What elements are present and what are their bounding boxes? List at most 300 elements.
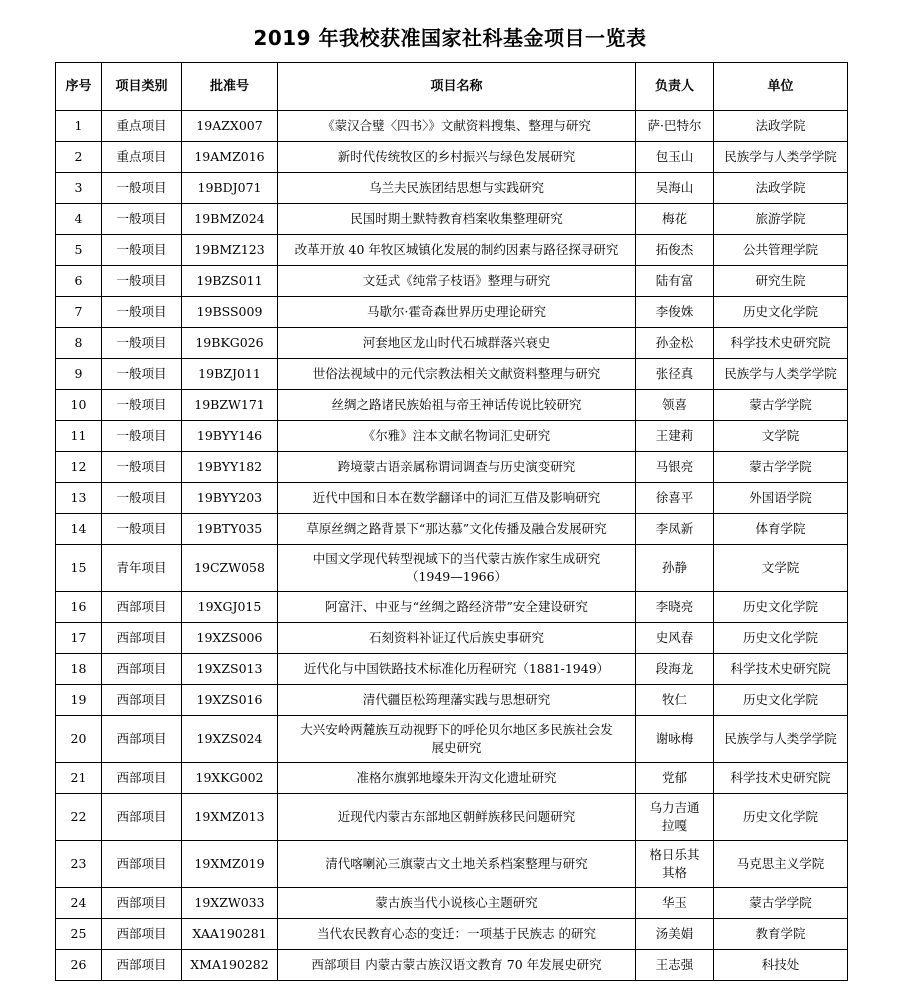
cell-category xyxy=(102,328,182,359)
cell-code-text: 19BSS009 xyxy=(196,304,263,319)
cell-code-text: 19BMZ024 xyxy=(194,211,265,226)
cell-category xyxy=(102,483,182,514)
header-name: 项目名称 xyxy=(278,63,636,111)
cell-leader xyxy=(636,716,714,763)
table-row xyxy=(56,763,848,794)
cell-leader xyxy=(636,545,714,592)
cell-no-text: 17 xyxy=(70,630,87,645)
cell-unit xyxy=(714,685,848,716)
table-row xyxy=(56,452,848,483)
cell-leader-text: 张径真 xyxy=(655,366,694,381)
cell-leader xyxy=(636,654,714,685)
cell-code xyxy=(182,888,278,919)
table-row xyxy=(56,421,848,452)
cell-leader-text: 萨·巴特尔 xyxy=(647,118,702,133)
cell-unit xyxy=(714,763,848,794)
cell-category-text: 西部项目 xyxy=(116,770,167,785)
cell-unit-text: 旅游学院 xyxy=(755,211,806,226)
cell-project-name-text: 清代喀喇沁三旗蒙古文土地关系档案整理与研究 xyxy=(325,856,588,871)
cell-category xyxy=(102,919,182,950)
cell-code xyxy=(182,545,278,592)
cell-unit-text: 历史文化学院 xyxy=(742,809,818,824)
cell-leader-text: 吴海山 xyxy=(655,180,694,195)
cell-unit xyxy=(714,654,848,685)
cell-category-text: 一般项目 xyxy=(116,335,167,350)
cell-leader-text: 王志强 xyxy=(655,957,694,972)
cell-no-text: 12 xyxy=(70,459,87,474)
cell-unit xyxy=(714,545,848,592)
cell-project-name-text: 《尔雅》注本文献名物词汇史研究 xyxy=(362,428,551,443)
header-leader: 负责人 xyxy=(636,63,714,111)
cell-code xyxy=(182,919,278,950)
cell-no-text: 6 xyxy=(74,273,83,288)
table-row xyxy=(56,390,848,421)
cell-project-name-text: 《蒙汉合璧〈四书〉》文献资料搜集、整理与研究 xyxy=(322,118,591,133)
cell-category xyxy=(102,623,182,654)
cell-code xyxy=(182,390,278,421)
cell-project-name xyxy=(278,888,636,919)
cell-leader-text: 乌力吉通 xyxy=(649,800,700,815)
cell-no xyxy=(56,266,102,297)
cell-code xyxy=(182,328,278,359)
cell-category-text: 一般项目 xyxy=(116,211,167,226)
cell-category xyxy=(102,950,182,981)
cell-project-name xyxy=(278,142,636,173)
cell-code-text: 19BZS011 xyxy=(196,273,263,288)
cell-code xyxy=(182,359,278,390)
cell-unit-text: 科学技术史研究院 xyxy=(730,770,831,785)
cell-code-text: 19BZW171 xyxy=(194,397,265,412)
cell-project-name xyxy=(278,794,636,841)
cell-unit-text: 文学院 xyxy=(761,428,800,443)
cell-leader xyxy=(636,328,714,359)
cell-category xyxy=(102,204,182,235)
cell-code-text: 19BMZ123 xyxy=(194,242,265,257)
cell-leader xyxy=(636,452,714,483)
cell-project-name xyxy=(278,297,636,328)
cell-category xyxy=(102,266,182,297)
cell-project-name-text-line2: （1949—1966） xyxy=(405,569,508,584)
cell-code xyxy=(182,452,278,483)
cell-category-text: 西部项目 xyxy=(116,731,167,746)
cell-category-text: 一般项目 xyxy=(116,273,167,288)
cell-no xyxy=(56,328,102,359)
cell-project-name xyxy=(278,421,636,452)
cell-code-text: 19BYY203 xyxy=(196,490,263,505)
cell-no xyxy=(56,390,102,421)
cell-unit-text: 民族学与人类学学院 xyxy=(724,149,837,164)
cell-category xyxy=(102,142,182,173)
cell-unit xyxy=(714,841,848,888)
cell-code xyxy=(182,235,278,266)
cell-no xyxy=(56,623,102,654)
cell-no-text: 24 xyxy=(70,895,87,910)
cell-category xyxy=(102,390,182,421)
cell-leader-text: 孙金松 xyxy=(655,335,694,350)
cell-unit-text: 蒙古学学院 xyxy=(749,397,812,412)
cell-category-text: 青年项目 xyxy=(116,560,167,575)
cell-category-text: 西部项目 xyxy=(116,692,167,707)
table-row xyxy=(56,888,848,919)
cell-leader-text: 谢咏梅 xyxy=(655,731,694,746)
cell-no-text: 20 xyxy=(70,731,87,746)
cell-category-text: 西部项目 xyxy=(116,957,167,972)
cell-project-name-text: 西部项目 内蒙古蒙古族汉语文教育 70 年发展史研究 xyxy=(311,957,602,972)
table-row xyxy=(56,514,848,545)
cell-category-text: 西部项目 xyxy=(116,661,167,676)
cell-project-name-text: 丝绸之路诸民族始祖与帝王神话传说比较研究 xyxy=(331,397,582,412)
cell-unit-text: 民族学与人类学学院 xyxy=(724,366,837,381)
cell-project-name xyxy=(278,452,636,483)
cell-unit xyxy=(714,173,848,204)
cell-category xyxy=(102,514,182,545)
cell-project-name-text: 近代中国和日本在数学翻译中的词汇互借及影响研究 xyxy=(312,490,601,505)
cell-code-text: 19BDJ071 xyxy=(197,180,262,195)
cell-category-text: 一般项目 xyxy=(116,366,167,381)
cell-project-name xyxy=(278,919,636,950)
cell-project-name-text-line2: 展史研究 xyxy=(431,740,482,755)
cell-leader xyxy=(636,483,714,514)
cell-code xyxy=(182,142,278,173)
table-row xyxy=(56,919,848,950)
table-row xyxy=(56,483,848,514)
cell-leader-text: 汤美娟 xyxy=(655,926,694,941)
cell-leader xyxy=(636,297,714,328)
cell-leader-text-line2: 其格 xyxy=(661,865,687,880)
cell-unit xyxy=(714,111,848,142)
cell-no-text: 13 xyxy=(70,490,87,505)
cell-unit-text: 外国语学院 xyxy=(749,490,812,505)
cell-code xyxy=(182,623,278,654)
cell-project-name-text: 文廷式《纯常子枝语》整理与研究 xyxy=(362,273,551,288)
cell-project-name xyxy=(278,390,636,421)
cell-no xyxy=(56,654,102,685)
cell-no xyxy=(56,592,102,623)
table-row xyxy=(56,359,848,390)
cell-project-name-text: 蒙古族当代小说核心主题研究 xyxy=(375,895,538,910)
cell-code-text: 19XMZ013 xyxy=(194,809,265,824)
cell-leader-text: 段海龙 xyxy=(655,661,694,676)
cell-leader xyxy=(636,204,714,235)
cell-unit-text: 公共管理学院 xyxy=(742,242,818,257)
cell-unit xyxy=(714,421,848,452)
cell-unit-text: 研究生院 xyxy=(755,273,806,288)
cell-leader xyxy=(636,841,714,888)
cell-project-name xyxy=(278,483,636,514)
cell-leader-text: 李晓亮 xyxy=(655,599,694,614)
cell-project-name xyxy=(278,235,636,266)
cell-code xyxy=(182,173,278,204)
cell-code xyxy=(182,111,278,142)
cell-category xyxy=(102,173,182,204)
cell-category xyxy=(102,111,182,142)
cell-category-text: 一般项目 xyxy=(116,459,167,474)
cell-no-text: 3 xyxy=(74,180,83,195)
cell-leader-text: 包玉山 xyxy=(655,149,694,164)
cell-project-name xyxy=(278,654,636,685)
cell-leader-text: 牧仁 xyxy=(661,692,687,707)
cell-no-text: 23 xyxy=(70,856,87,871)
cell-category xyxy=(102,763,182,794)
cell-category-text: 重点项目 xyxy=(116,149,167,164)
cell-unit xyxy=(714,266,848,297)
table-row xyxy=(56,685,848,716)
cell-no-text: 18 xyxy=(70,661,87,676)
cell-leader xyxy=(636,888,714,919)
cell-no xyxy=(56,359,102,390)
table-row xyxy=(56,111,848,142)
cell-category-text: 一般项目 xyxy=(116,490,167,505)
table-row xyxy=(56,794,848,841)
cell-no xyxy=(56,716,102,763)
cell-leader xyxy=(636,685,714,716)
cell-no xyxy=(56,950,102,981)
cell-project-name-text: 新时代传统牧区的乡村振兴与绿色发展研究 xyxy=(337,149,576,164)
cell-unit-text: 历史文化学院 xyxy=(742,304,818,319)
cell-code-text: 19BZJ011 xyxy=(198,366,261,381)
cell-project-name xyxy=(278,173,636,204)
cell-code-text: 19XZS016 xyxy=(196,692,263,707)
cell-code xyxy=(182,297,278,328)
cell-unit xyxy=(714,204,848,235)
cell-leader-text: 李凤新 xyxy=(655,521,694,536)
cell-leader xyxy=(636,514,714,545)
cell-code-text: 19XZW033 xyxy=(194,895,265,910)
header-code: 批准号 xyxy=(182,63,278,111)
cell-unit-text: 文学院 xyxy=(761,560,800,575)
cell-code xyxy=(182,950,278,981)
cell-project-name xyxy=(278,716,636,763)
cell-code-text: 19BTY035 xyxy=(196,521,263,536)
cell-project-name-text: 跨境蒙古语亲属称谓词调查与历史演变研究 xyxy=(337,459,576,474)
cell-leader-text: 徐喜平 xyxy=(655,490,694,505)
cell-project-name-text: 民国时期土默特教育档案收集整理研究 xyxy=(350,211,563,226)
cell-leader xyxy=(636,592,714,623)
cell-code xyxy=(182,421,278,452)
cell-category-text: 一般项目 xyxy=(116,521,167,536)
cell-project-name-text: 中国文学现代转型视域下的当代蒙古族作家生成研究 xyxy=(312,551,601,566)
cell-code xyxy=(182,266,278,297)
cell-unit-text: 马克思主义学院 xyxy=(736,856,825,871)
cell-leader-text-line2: 拉嘎 xyxy=(661,818,687,833)
cell-code-text: 19XMZ019 xyxy=(194,856,265,871)
cell-project-name xyxy=(278,950,636,981)
cell-no xyxy=(56,483,102,514)
cell-code xyxy=(182,763,278,794)
cell-project-name-text: 世俗法视域中的元代宗教法相关文献资料整理与研究 xyxy=(312,366,601,381)
cell-leader xyxy=(636,235,714,266)
header-unit: 单位 xyxy=(714,63,848,111)
table-row xyxy=(56,266,848,297)
cell-leader-text: 领喜 xyxy=(661,397,687,412)
cell-code-text: 19CZW058 xyxy=(194,560,265,575)
cell-no xyxy=(56,888,102,919)
cell-project-name-text: 石刻资料补证辽代后族史事研究 xyxy=(368,630,544,645)
cell-category xyxy=(102,359,182,390)
cell-project-name-text: 草原丝绸之路背景下“那达慕”文化传播及融合发展研究 xyxy=(306,521,607,536)
cell-category xyxy=(102,235,182,266)
cell-code-text: 19BYY182 xyxy=(196,459,263,474)
cell-category-text: 西部项目 xyxy=(116,895,167,910)
cell-project-name-text: 阿富汗、中亚与“丝绸之路经济带”安全建设研究 xyxy=(325,599,588,614)
cell-no-text: 15 xyxy=(70,560,87,575)
cell-no xyxy=(56,142,102,173)
cell-project-name-text: 河套地区龙山时代石城群落兴衰史 xyxy=(362,335,551,350)
cell-unit xyxy=(714,950,848,981)
cell-no-text: 1 xyxy=(74,118,83,133)
header-no: 序号 xyxy=(56,63,102,111)
table-row xyxy=(56,623,848,654)
cell-unit-text: 体育学院 xyxy=(755,521,806,536)
cell-category xyxy=(102,421,182,452)
cell-code xyxy=(182,483,278,514)
cell-category-text: 西部项目 xyxy=(116,856,167,871)
cell-no xyxy=(56,204,102,235)
cell-code-text: 19XZS006 xyxy=(196,630,263,645)
cell-no-text: 22 xyxy=(70,809,87,824)
header-category: 项目类别 xyxy=(102,63,182,111)
cell-unit-text: 历史文化学院 xyxy=(742,630,818,645)
cell-project-name-text: 近现代内蒙古东部地区朝鲜族移民问题研究 xyxy=(337,809,576,824)
cell-leader xyxy=(636,173,714,204)
cell-leader-text: 华玉 xyxy=(661,895,687,910)
cell-category xyxy=(102,888,182,919)
cell-category xyxy=(102,545,182,592)
cell-leader xyxy=(636,390,714,421)
cell-code-text: 19XZS024 xyxy=(196,731,263,746)
cell-leader-text: 王建莉 xyxy=(655,428,694,443)
cell-category xyxy=(102,452,182,483)
cell-code xyxy=(182,204,278,235)
cell-unit xyxy=(714,888,848,919)
cell-unit xyxy=(714,235,848,266)
cell-unit xyxy=(714,483,848,514)
cell-category-text: 一般项目 xyxy=(116,304,167,319)
cell-category-text: 西部项目 xyxy=(116,599,167,614)
cell-unit xyxy=(714,390,848,421)
cell-no-text: 26 xyxy=(70,957,87,972)
cell-category xyxy=(102,654,182,685)
cell-no-text: 2 xyxy=(74,149,83,164)
cell-no xyxy=(56,545,102,592)
cell-unit-text: 法政学院 xyxy=(755,118,806,133)
cell-project-name xyxy=(278,545,636,592)
cell-code xyxy=(182,685,278,716)
cell-no xyxy=(56,111,102,142)
cell-code-text: 19BYY146 xyxy=(196,428,263,443)
cell-leader-text: 李俊姝 xyxy=(655,304,694,319)
table-row xyxy=(56,204,848,235)
cell-leader-text: 梅花 xyxy=(661,211,687,226)
cell-code-text: 19AMZ016 xyxy=(194,149,265,164)
cell-unit xyxy=(714,514,848,545)
cell-unit xyxy=(714,794,848,841)
cell-leader xyxy=(636,421,714,452)
cell-no-text: 7 xyxy=(74,304,83,319)
cell-project-name xyxy=(278,514,636,545)
cell-leader-text: 陆有富 xyxy=(655,273,694,288)
cell-no xyxy=(56,452,102,483)
cell-project-name xyxy=(278,359,636,390)
cell-no-text: 25 xyxy=(70,926,87,941)
cell-unit xyxy=(714,623,848,654)
table-row xyxy=(56,142,848,173)
cell-category xyxy=(102,841,182,888)
cell-project-name xyxy=(278,204,636,235)
cell-project-name xyxy=(278,685,636,716)
table-row xyxy=(56,545,848,592)
cell-no-text: 4 xyxy=(74,211,83,226)
table-row xyxy=(56,841,848,888)
cell-no-text: 8 xyxy=(74,335,83,350)
cell-project-name-text: 准格尔旗郭地壕朱开沟文化遗址研究 xyxy=(356,770,557,785)
cell-category-text: 西部项目 xyxy=(116,630,167,645)
cell-unit xyxy=(714,297,848,328)
table-row xyxy=(56,328,848,359)
page-title: 2019 年我校获准国家社科基金项目一览表 xyxy=(253,26,647,50)
cell-no xyxy=(56,794,102,841)
cell-no-text: 14 xyxy=(70,521,87,536)
cell-no xyxy=(56,297,102,328)
cell-unit-text: 科学技术史研究院 xyxy=(730,335,831,350)
cell-no-text: 16 xyxy=(70,599,87,614)
cell-code-text: 19XZS013 xyxy=(196,661,263,676)
table-row xyxy=(56,654,848,685)
cell-code-text: 19XGJ015 xyxy=(197,599,262,614)
cell-project-name xyxy=(278,841,636,888)
cell-unit-text: 蒙古学学院 xyxy=(749,459,812,474)
cell-project-name xyxy=(278,592,636,623)
cell-project-name xyxy=(278,328,636,359)
cell-unit-text: 蒙古学学院 xyxy=(749,895,812,910)
cell-code xyxy=(182,514,278,545)
cell-project-name-text: 改革开放 40 年牧区城镇化发展的制约因素与路径探寻研究 xyxy=(294,242,619,257)
cell-leader-text: 孙静 xyxy=(661,560,687,575)
cell-unit xyxy=(714,716,848,763)
cell-category-text: 一般项目 xyxy=(116,180,167,195)
cell-leader xyxy=(636,266,714,297)
cell-unit-text: 科技处 xyxy=(761,957,800,972)
cell-code-text: XAA190281 xyxy=(192,926,267,941)
cell-unit xyxy=(714,452,848,483)
cell-code xyxy=(182,794,278,841)
cell-unit xyxy=(714,592,848,623)
cell-unit xyxy=(714,919,848,950)
project-table xyxy=(55,62,848,981)
cell-code xyxy=(182,716,278,763)
cell-no-text: 5 xyxy=(74,242,83,257)
table-header-row xyxy=(56,63,848,111)
cell-unit-text: 教育学院 xyxy=(755,926,806,941)
cell-category-text: 一般项目 xyxy=(116,397,167,412)
cell-leader xyxy=(636,359,714,390)
cell-no xyxy=(56,235,102,266)
cell-project-name xyxy=(278,111,636,142)
cell-code xyxy=(182,654,278,685)
cell-project-name xyxy=(278,763,636,794)
cell-category xyxy=(102,794,182,841)
table-row xyxy=(56,716,848,763)
table-row xyxy=(56,297,848,328)
cell-leader xyxy=(636,142,714,173)
cell-unit-text: 历史文化学院 xyxy=(742,599,818,614)
cell-category-text: 一般项目 xyxy=(116,242,167,257)
cell-unit xyxy=(714,359,848,390)
cell-leader xyxy=(636,950,714,981)
cell-unit-text: 历史文化学院 xyxy=(742,692,818,707)
cell-no xyxy=(56,514,102,545)
cell-category-text: 一般项目 xyxy=(116,428,167,443)
